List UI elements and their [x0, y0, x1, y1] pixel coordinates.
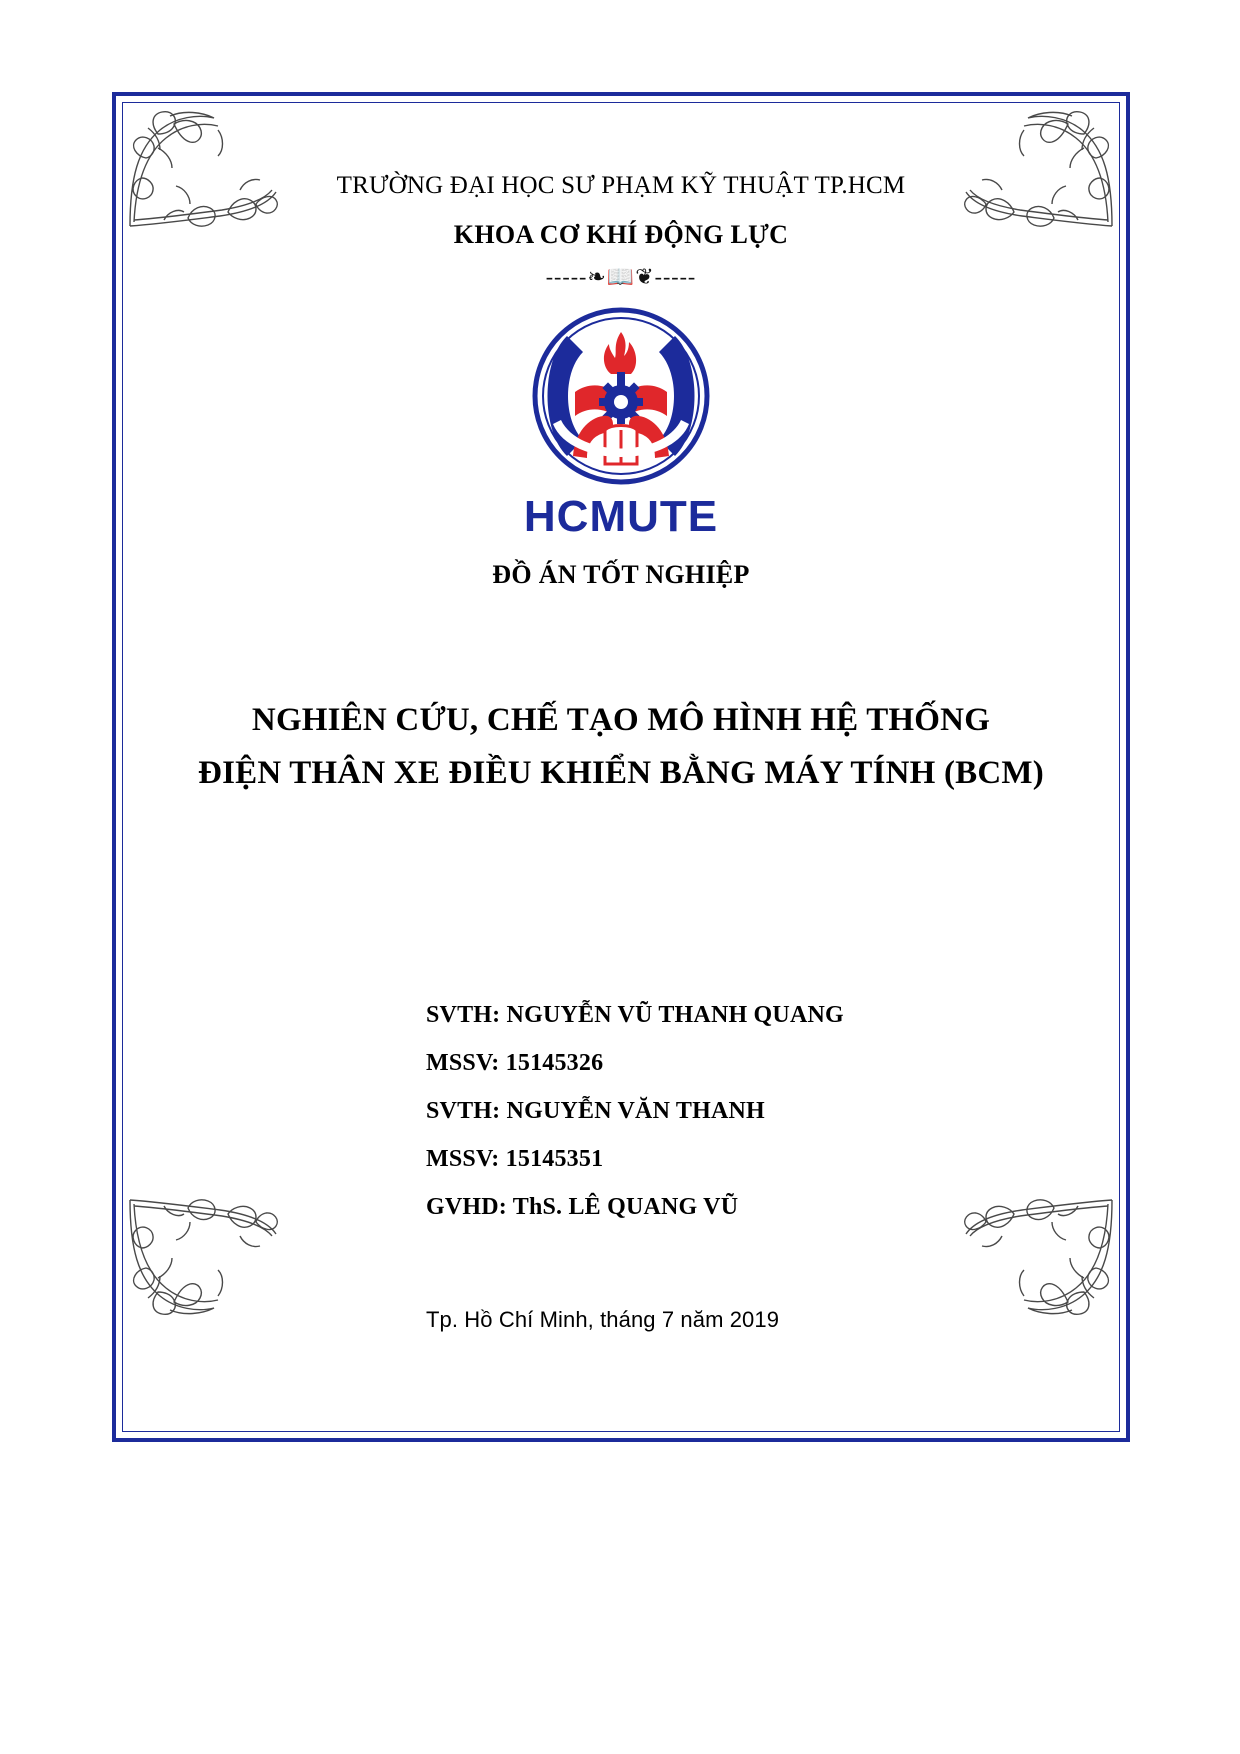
cover-content	[150, 150, 1092, 1390]
logo-wordmark: HCMUTE	[523, 492, 719, 541]
author-block	[150, 991, 1092, 1231]
thesis-title-line-2: ĐIỆN THÂN XE ĐIỀU KHIỂN BẰNG MÁY TÍNH (BCM)	[198, 755, 1044, 792]
faculty-name: KHOA CƠ KHÍ ĐỘNG LỰC	[453, 220, 789, 249]
student-1-id: MSSV: 15145326	[426, 1049, 604, 1076]
ornamental-divider: -----❧📖❦-----	[545, 264, 697, 289]
university-name: TRƯỜNG ĐẠI HỌC SƯ PHẠM KỸ THUẬT TP.HCM	[336, 172, 906, 199]
place-and-date: Tp. Hồ Chí Minh, tháng 7 năm 2019	[426, 1306, 780, 1332]
supervisor-name: GVHD: ThS. LÊ QUANG VŨ	[426, 1193, 739, 1220]
student-2-id: MSSV: 15145351	[426, 1145, 604, 1172]
student-2-name: SVTH: NGUYỄN VĂN THANH	[426, 1097, 765, 1124]
thesis-title-line-1: NGHIÊN CỨU, CHẾ TẠO MÔ HÌNH HỆ THỐNG	[251, 702, 991, 738]
university-logo	[150, 306, 1092, 486]
thesis-title	[150, 694, 1092, 801]
student-1-name: SVTH: NGUYỄN VŨ THANH QUANG	[426, 1001, 844, 1028]
document-type: ĐỒ ÁN TỐT NGHIỆP	[492, 560, 750, 589]
